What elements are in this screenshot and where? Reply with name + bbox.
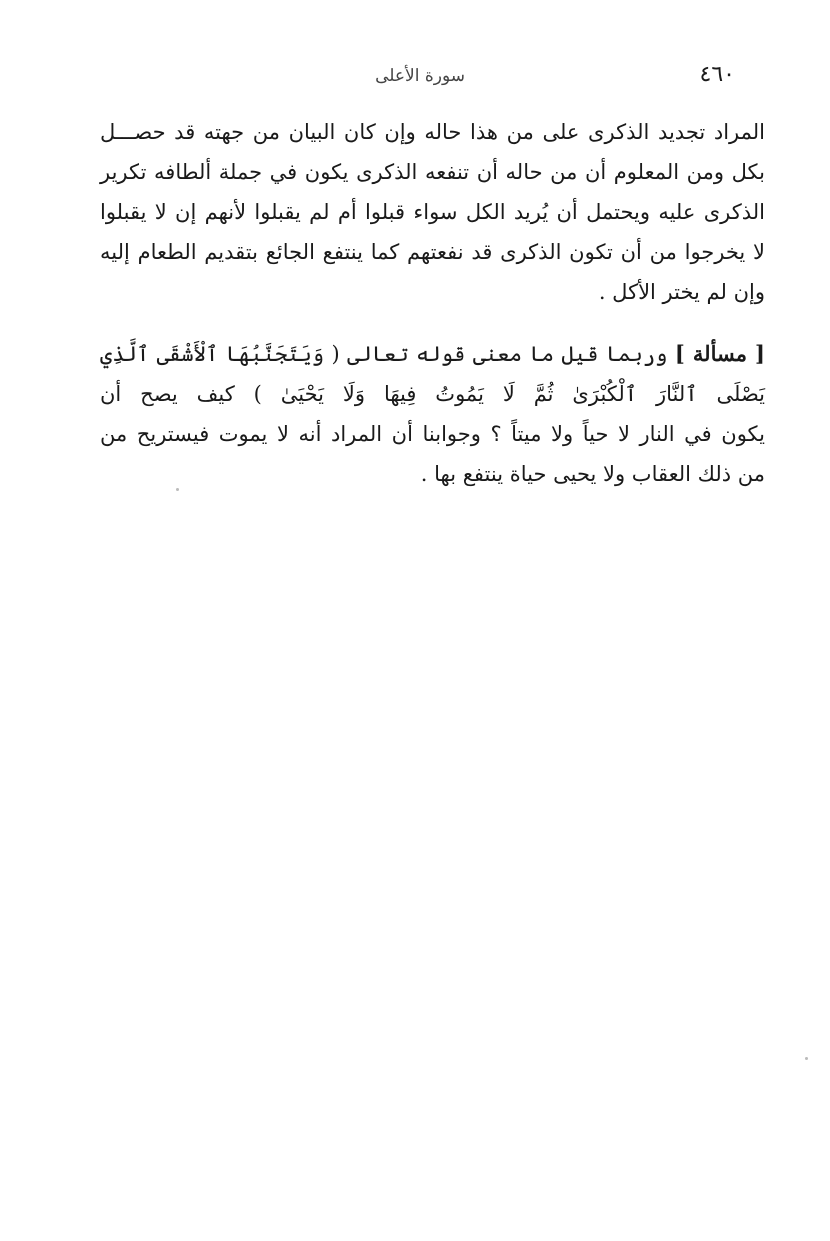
text-line-with-label xyxy=(100,334,765,374)
text-line: يكون في النار لا حياً ولا ميتاً ؟ وجوابنا أن المراد أنه لا يموت فيستريح من xyxy=(100,422,765,446)
text-line: من ذلك العقاب ولا يحيى حياة ينتفع بها . xyxy=(420,462,765,486)
text-line: يَصْلَى ٱلنَّارَ ٱلْكُبْرَىٰ ثُمَّ لَا يَمُوتُ فِيهَا وَلَا يَحْيَىٰ ) كيف يصح أن xyxy=(100,382,765,406)
text-line: وإن لم يختر الأكل . xyxy=(598,280,765,304)
running-title: سورة الأعلى xyxy=(375,66,465,86)
page-header xyxy=(100,62,735,92)
text-line: لا يخرجوا من أن تكون الذكرى قد نفعتهم كما ينتفع الجائع بتقديم الطعام إليه xyxy=(100,240,765,264)
body-text xyxy=(100,112,765,494)
paragraph-1 xyxy=(100,112,765,312)
scan-speck xyxy=(176,488,179,491)
issue-label: [ مسألة ] xyxy=(674,341,765,366)
paragraph-2 xyxy=(100,334,765,494)
text-line: بكل ومن المعلوم أن من حاله أن تنفعه الذكرى يكون في جملة ألطافه تكرير xyxy=(100,160,765,184)
scan-speck xyxy=(805,1057,808,1060)
text-line: الذكرى عليه ويحتمل أن يُريد الكل سواء قبلوا أم لم يقبلوا لأنهم إن لا يقبلوا xyxy=(100,200,765,224)
page-number: ٤٦٠ xyxy=(699,62,735,87)
text-line: وربما قيل ما معنى قوله تعالى ( وَيَتَجَنَّبُهَا ٱلْأَشْقَى ٱلَّذِي xyxy=(100,342,668,366)
text-line: المراد تجديد الذكرى على من هذا حاله وإن كان البيان من جهته قد حصـــل xyxy=(100,120,765,144)
